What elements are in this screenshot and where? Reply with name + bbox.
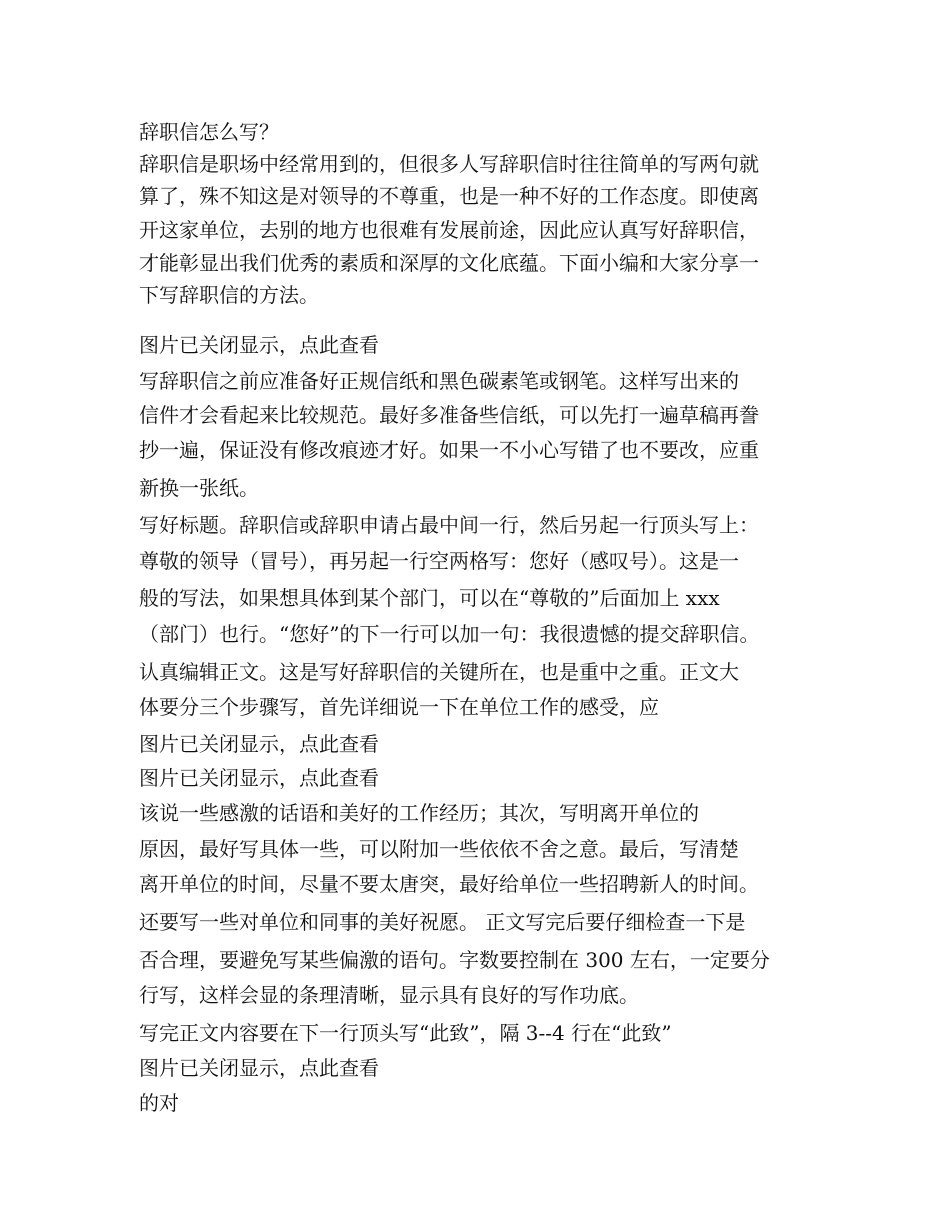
paragraph-line: 尊敬的领导（冒号），再另起一行空两格写：您好（感叹号）。这是一: [139, 549, 739, 573]
paragraph-line: 体要分三个步骤写，首先详细说一下在单位工作的感受，应: [139, 695, 659, 719]
image-placeholder-link[interactable]: 图片已关闭显示，点此查看: [139, 766, 379, 790]
paragraph-line: 原因，最好写具体一些，可以附加一些依依不舍之意。最后，写清楚: [139, 837, 739, 861]
paragraph-line: 离开单位的时间，尽量不要太唐突，最好给单位一些招聘新人的时间。: [139, 872, 759, 896]
paragraph-line: 开这家单位，去别的地方也很难有发展前途，因此应认真写好辞职信，: [139, 218, 759, 242]
paragraph-line: 新换一张纸。: [139, 476, 259, 500]
paragraph-line: 信件才会看起来比较规范。最好多准备些信纸，可以先打一遍草稿再誊: [139, 403, 759, 427]
paragraph-line: 该说一些感激的话语和美好的工作经历；其次，写明离开单位的: [139, 801, 699, 825]
image-placeholder-link[interactable]: 图片已关闭显示，点此查看: [139, 333, 379, 357]
paragraph-line: 写完正文内容要在下一行顶头写“此致”，隔 3--4 行在“此致”: [139, 1021, 672, 1045]
paragraph-line: 才能彰显出我们优秀的素质和深厚的文化底蕴。下面小编和大家分享一: [139, 251, 759, 275]
paragraph-line: 行写，这样会显的条理清晰，显示具有良好的写作功底。: [139, 983, 639, 1007]
paragraph-line: 辞职信是职场中经常用到的，但很多人写辞职信时往往简单的写两句就: [139, 152, 759, 176]
paragraph-line: 写辞职信之前应准备好正规信纸和黑色碳素笔或钢笔。这样写出来的: [139, 369, 739, 393]
paragraph-line: （部门）也行。“您好”的下一行可以加一句：我很遗憾的提交辞职信。: [139, 622, 760, 646]
paragraph-line: 算了，殊不知这是对领导的不尊重，也是一种不好的工作态度。即使离: [139, 184, 759, 208]
paragraph-line: 般的写法，如果想具体到某个部门，可以在“尊敬的”后面加上 xxx: [139, 586, 720, 610]
paragraph-line: 写好标题。辞职信或辞职申请占最中间一行，然后另起一行顶头写上：: [139, 513, 759, 537]
paragraph-line: 下写辞职信的方法。: [139, 283, 319, 307]
document-title: 辞职信怎么写？: [139, 120, 279, 144]
paragraph-line: 否合理，要避免写某些偏激的语句。字数要控制在 300 左右，一定要分: [139, 948, 770, 972]
image-placeholder-link[interactable]: 图片已关闭显示，点此查看: [139, 732, 379, 756]
paragraph-line: 认真编辑正文。这是写好辞职信的关键所在，也是重中之重。正文大: [139, 660, 739, 684]
image-placeholder-link[interactable]: 图片已关闭显示，点此查看: [139, 1056, 379, 1080]
paragraph-line: 的对: [139, 1091, 179, 1115]
paragraph-line: 抄一遍，保证没有修改痕迹才好。如果一不小心写错了也不要改，应重: [139, 438, 759, 462]
paragraph-line: 还要写一些对单位和同事的美好祝愿。 正文写完后要仔细检查一下是: [139, 910, 746, 934]
